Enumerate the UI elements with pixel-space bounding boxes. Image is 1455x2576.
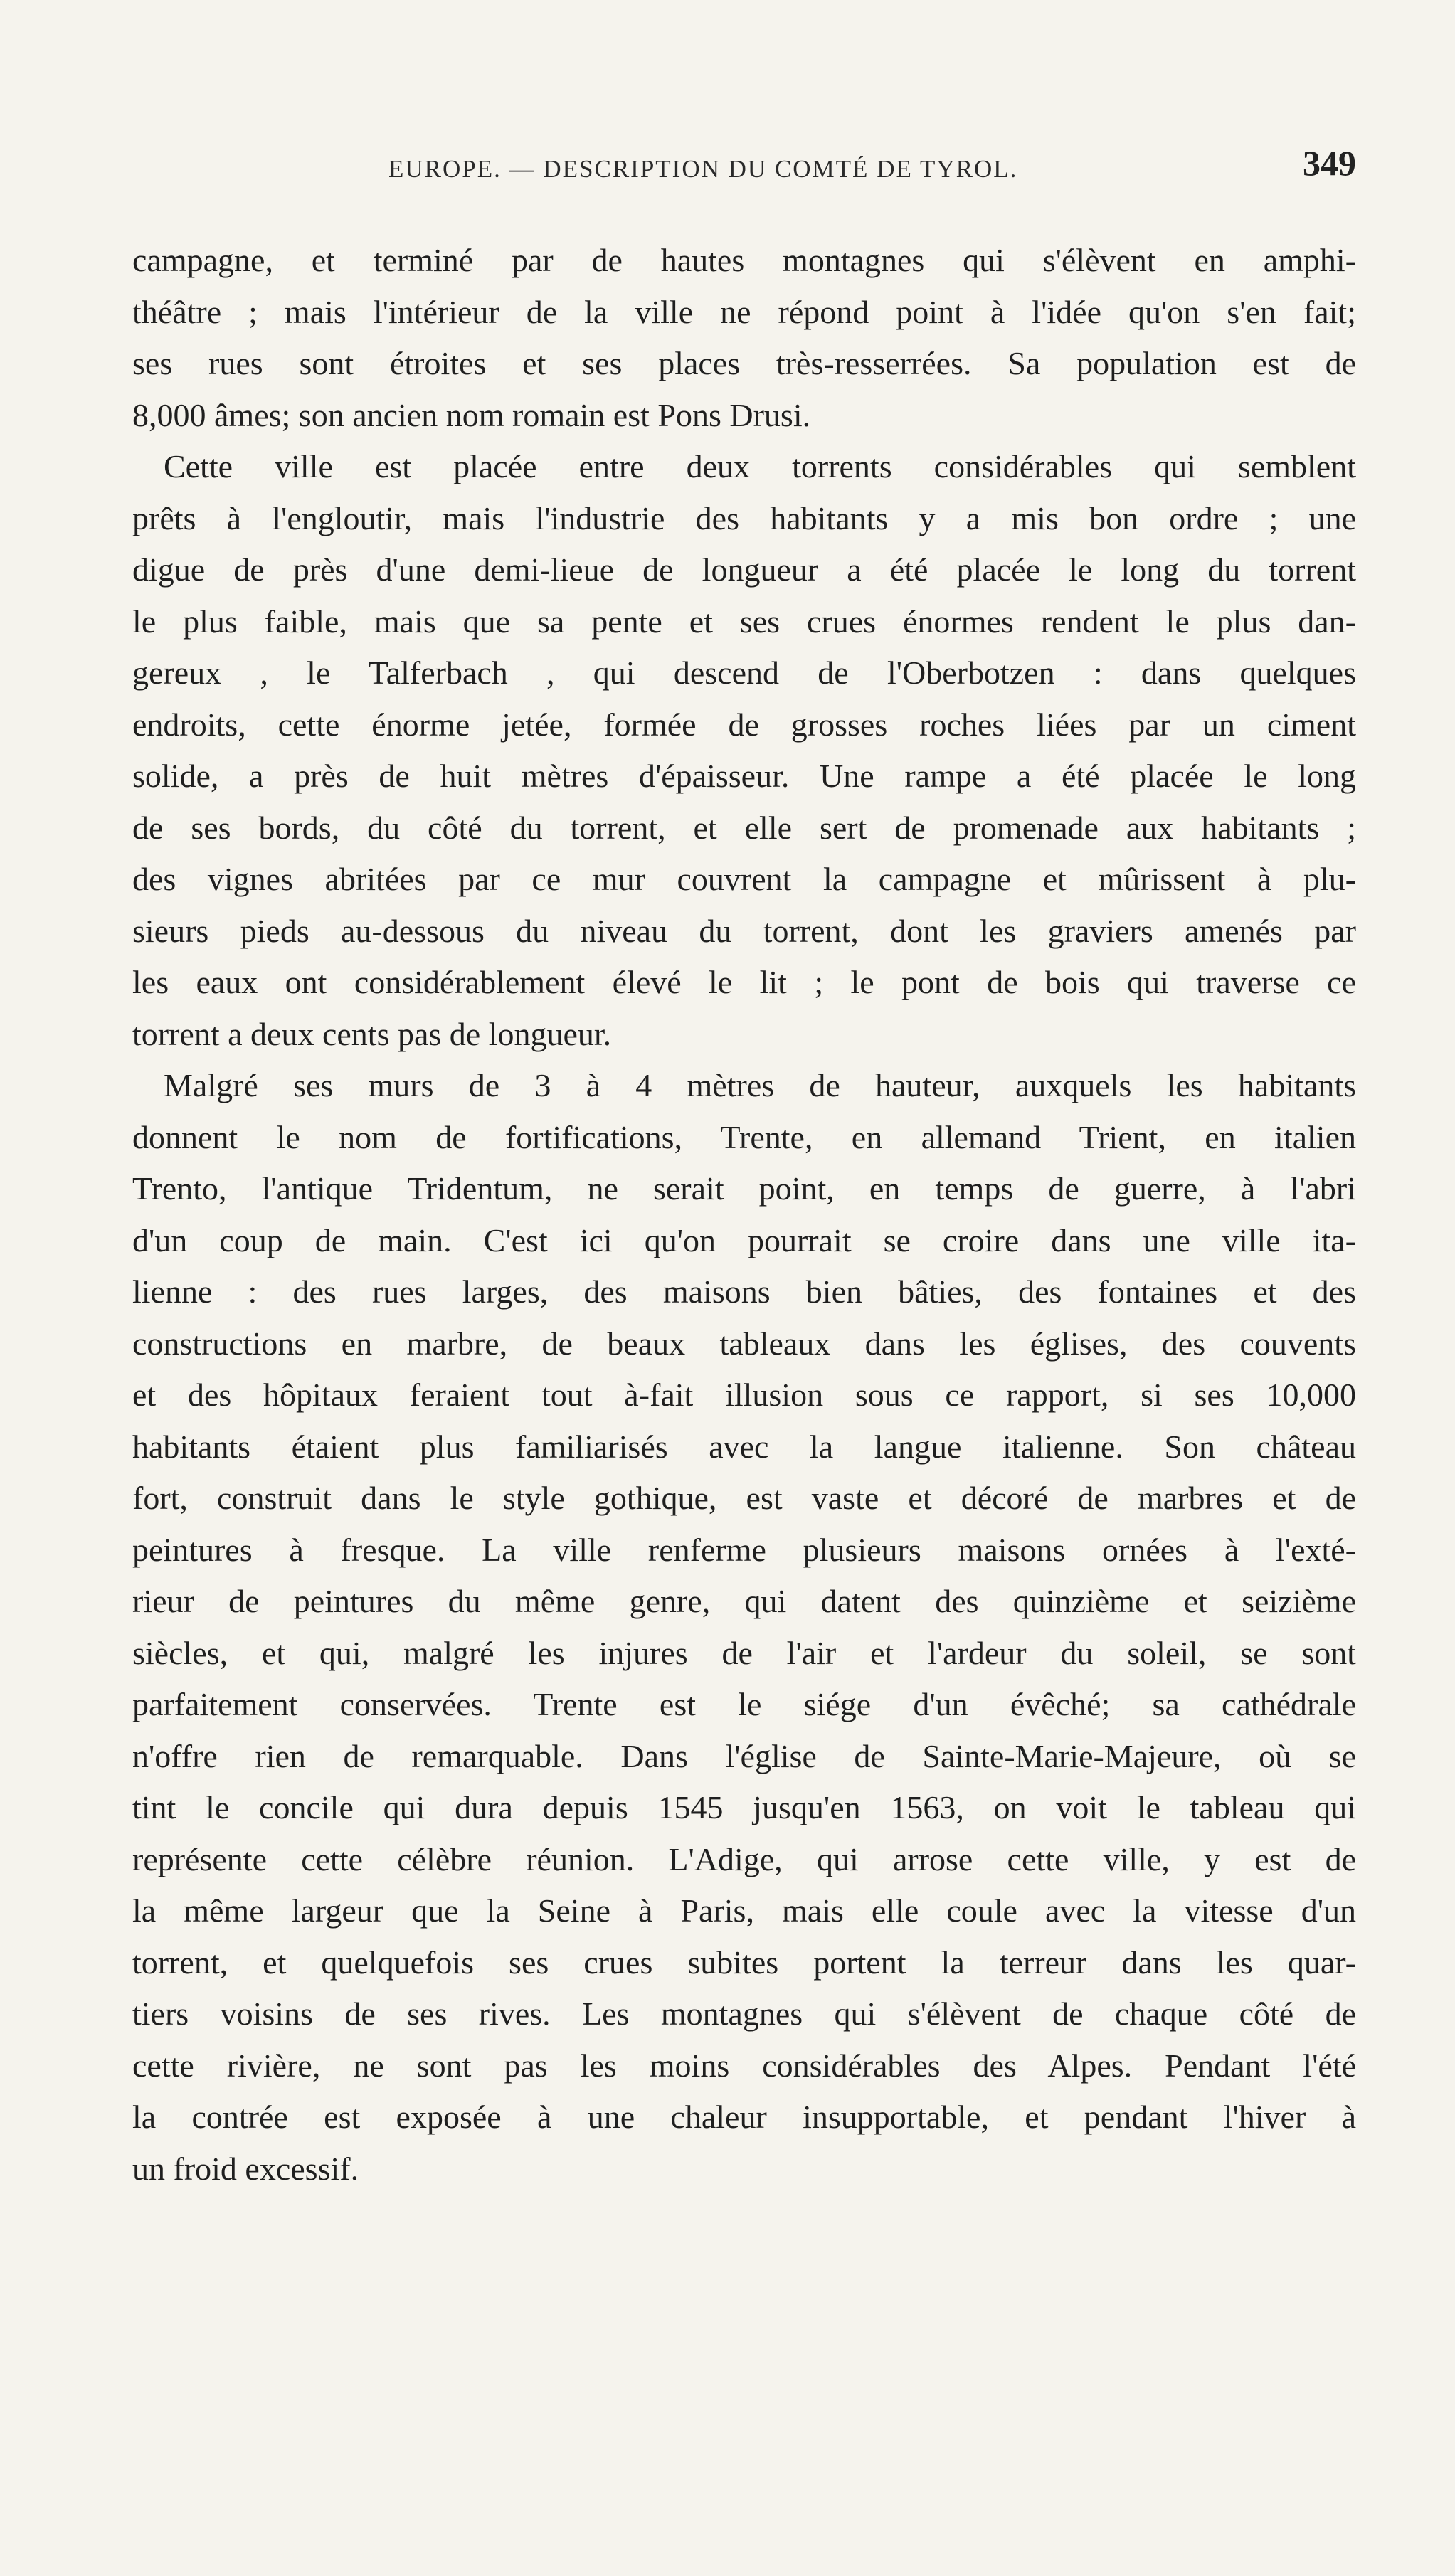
text-line: sieurs pieds au-dessous du niveau du torrent, dont les graviers amenés par: [132, 912, 1356, 949]
text-line: siècles, et qui, malgré les injures de l'air et l'ardeur du soleil, se sont: [132, 1634, 1356, 1671]
text-line: d'un coup de main. C'est ici qu'on pourrait se croire dans une ville ita-: [132, 1221, 1356, 1258]
text-line: rieur de peintures du même genre, qui datent des quinzième et seizième: [132, 1583, 1356, 1619]
text-line: torrent a deux cents pas de longueur.: [132, 1015, 612, 1052]
text-line: campagne, et terminé par de hautes montagnes qui s'élèvent en amphi-: [132, 242, 1356, 278]
text-line: constructions en marbre, de beaux tableaux dans les églises, des couvents: [132, 1325, 1356, 1362]
text-line: solide, a près de huit mètres d'épaisseur. Une rampe a été placée le long: [132, 758, 1356, 794]
text-line: ses rues sont étroites et ses places très-resserrées. Sa population est de: [132, 345, 1356, 381]
text-line: Cette ville est placée entre deux torrents considérables qui semblent: [164, 448, 1356, 484]
text-line: et des hôpitaux feraient tout à-fait illusion sous ce rapport, si ses 10,000: [132, 1377, 1356, 1413]
text-line: lienne : des rues larges, des maisons bien bâties, des fontaines et des: [132, 1273, 1356, 1310]
text-line: des vignes abritées par ce mur couvrent la campagne et mûrissent à plu-: [132, 861, 1356, 897]
text-line: Trento, l'antique Tridentum, ne serait point, en temps de guerre, à l'abri: [132, 1170, 1356, 1207]
text-line: digue de près d'une demi-lieue de longueur a été placée le long du torrent: [132, 551, 1356, 588]
text-line: tiers voisins de ses rives. Les montagnes qui s'élèvent de chaque côté de: [132, 1995, 1356, 2032]
text-line: n'offre rien de remarquable. Dans l'église de Sainte-Marie-Majeure, où se: [132, 1737, 1356, 1774]
text-line: théâtre ; mais l'intérieur de la ville ne répond point à l'idée qu'on s'en fait;: [132, 293, 1356, 330]
text-line: le plus faible, mais que sa pente et ses crues énormes rendent le plus dan-: [132, 603, 1356, 640]
text-line: habitants étaient plus familiarisés avec la langue italienne. Son château: [132, 1428, 1356, 1465]
text-line: les eaux ont considérablement élevé le lit ; le pont de bois qui traverse ce: [132, 964, 1356, 1000]
text-line: peintures à fresque. La ville renferme plusieurs maisons ornées à l'exté-: [132, 1531, 1356, 1568]
text-line: un froid excessif.: [132, 2150, 359, 2187]
text-line: tint le concile qui dura depuis 1545 jusqu'en 1563, on voit le tableau qui: [132, 1789, 1356, 1825]
text-line: cette rivière, ne sont pas les moins considérables des Alpes. Pendant l'été: [132, 2047, 1356, 2084]
text-line: torrent, et quelquefois ses crues subites portent la terreur dans les quar-: [132, 1944, 1356, 1981]
text-line: fort, construit dans le style gothique, est vaste et décoré de marbres et de: [132, 1480, 1356, 1516]
text-line: la contrée est exposée à une chaleur insupportable, et pendant l'hiver à: [132, 2099, 1356, 2135]
body-text: [132, 235, 1356, 2195]
text-line: donnent le nom de fortifications, Trente, en allemand Trient, en italien: [132, 1118, 1356, 1155]
text-line: 8,000 âmes; son ancien nom romain est Pons Drusi.: [132, 396, 811, 433]
text-line: parfaitement conservées. Trente est le siége d'un évêché; sa cathédrale: [132, 1686, 1356, 1722]
text-line: de ses bords, du côté du torrent, et elle sert de promenade aux habitants ;: [132, 809, 1356, 846]
page-number: 349: [1303, 143, 1356, 183]
text-line: gereux , le Talferbach , qui descend de l'Oberbotzen : dans quelques: [132, 654, 1356, 691]
text-line: prêts à l'engloutir, mais l'industrie des habitants y a mis bon ordre ; une: [132, 499, 1356, 536]
text-line: représente cette célèbre réunion. L'Adige, qui arrose cette ville, y est de: [132, 1840, 1356, 1877]
text-line: Malgré ses murs de 3 à 4 mètres de hauteur, auxquels les habitants: [164, 1067, 1356, 1103]
text-line: la même largeur que la Seine à Paris, mais elle coule avec la vitesse d'un: [132, 1892, 1356, 1929]
page-header: [132, 142, 1356, 192]
running-head: EUROPE. — DESCRIPTION DU COMTÉ DE TYROL.: [388, 155, 1018, 183]
text-line: endroits, cette énorme jetée, formée de grosses roches liées par un ciment: [132, 706, 1356, 743]
